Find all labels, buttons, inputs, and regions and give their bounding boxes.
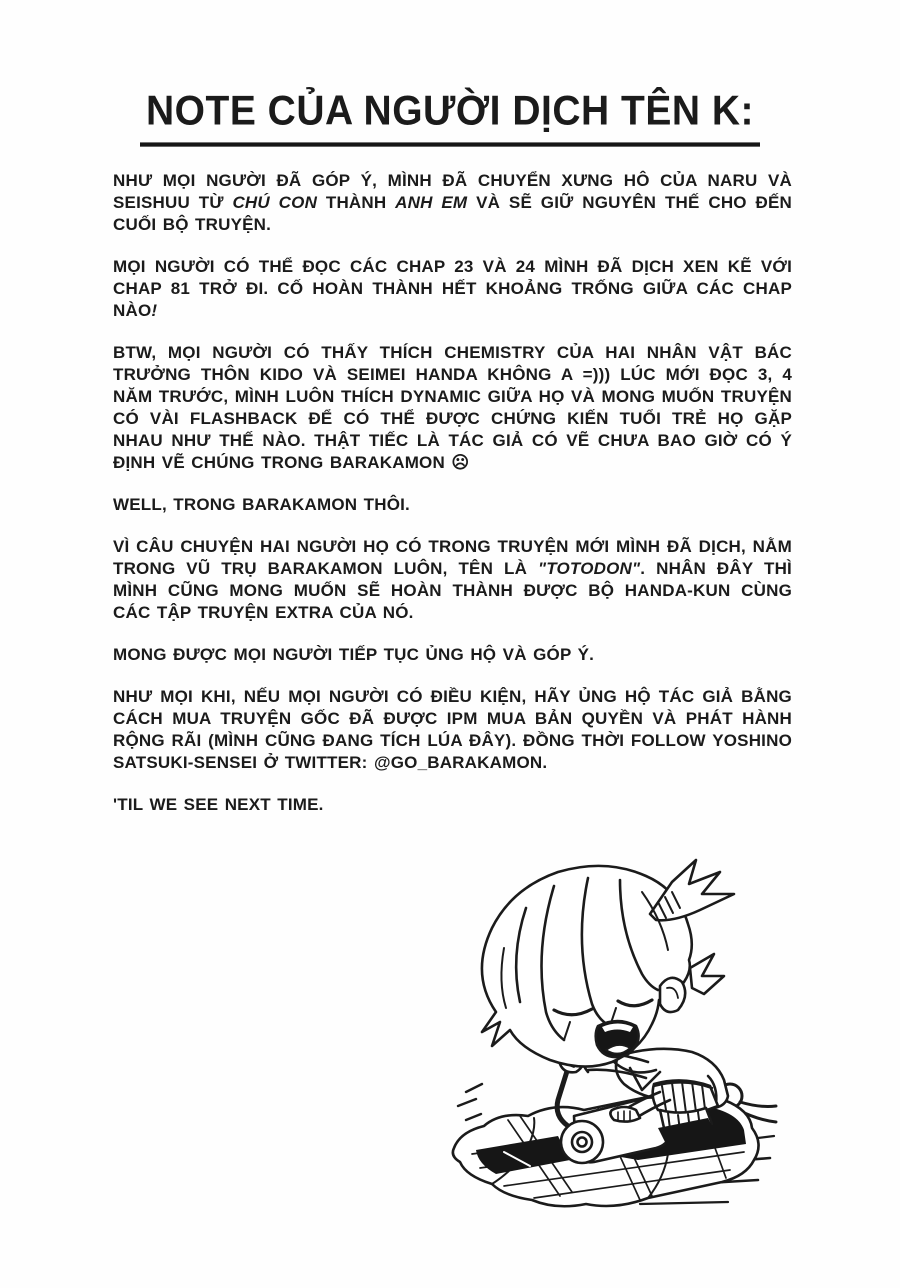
paragraph-5	[113, 536, 792, 624]
frown-emoticon: ☹	[451, 453, 470, 472]
text-segment: BTW, MỌI NGƯỜI CÓ THẤY THÍCH CHEMISTRY CỦA HAI NHÂN VẬT BÁC TRƯỞNG THÔN KIDO VÀ SEIMEI HANDA KHÔNG A =))) LÚC MỚI ĐỌC 3, 4 NĂM TRƯỚC, MÌNH LUÔN THÍCH DYNAMIC GIỮA HỌ VÀ MONG MUỐN TRUYỆN CÓ VÀI FLASHBACK ĐỂ CÓ THỂ ĐƯỢC CHỨNG KIẾN TUỔI TRẺ HỌ GẶP NHAU NHƯ THẾ NÀO. THẬT TIẾC LÀ TÁC GIẢ CÓ VẼ CHƯA BAO GIỜ CÓ Ý ĐỊNH VẼ CHÚNG TRONG BARAKAMON	[113, 343, 792, 472]
paragraph-3	[113, 342, 792, 474]
paragraph-7	[113, 686, 792, 774]
paragraph-1	[113, 170, 792, 236]
hand-on-mat	[610, 1107, 640, 1122]
ear	[660, 978, 685, 1012]
text-segment: NHƯ MỌI NGƯỜI ĐÃ GÓP Ý, MÌNH ĐÃ CHUYỂN XƯNG HÔ CỦA NARU VÀ SEISHUU TỪ	[113, 171, 792, 212]
text-segment: WELL, TRONG BARAKAMON THÔI.	[113, 495, 410, 514]
text-segment-italic: CHÚ CON	[232, 193, 318, 212]
paragraph-6	[113, 644, 792, 666]
text-segment: MỌI NGƯỜI CÓ THỂ ĐỌC CÁC CHAP 23 VÀ 24 MÌNH ĐÃ DỊCH XEN KẼ VỚI CHAP 81 TRỞ ĐI. CỐ HOÀN THÀNH HẾT KHOẢNG TRỐNG GIỮA CÁC CHAP NÀO	[113, 257, 792, 320]
text-segment-italic: !	[151, 301, 158, 320]
text-segment: 'TIL WE SEE NEXT TIME.	[113, 795, 324, 814]
text-segment: THÀNH	[317, 193, 396, 212]
text-segment: VÌ CÂU CHUYỆN HAI NGƯỜI HỌ CÓ TRONG TRUYỆN MỚI MÌNH ĐÃ DỊCH, NẰM TRONG VŨ TRỤ BARAKAMON LUÔN, TÊN LÀ	[113, 537, 792, 578]
text-segment-italic: ANH EM	[395, 193, 468, 212]
motion-dashes-decor	[458, 1084, 482, 1120]
text-segment: MONG ĐƯỢC MỌI NGƯỜI TIẾP TỤC ỦNG HỘ VÀ GÓP Ý.	[113, 645, 595, 664]
chibi-illustration	[408, 852, 780, 1224]
title-container	[0, 64, 900, 171]
text-segment: NHƯ MỌI KHI, NẾU MỌI NGƯỜI CÓ ĐIỀU KIỆN, HÃY ỦNG HỘ TÁC GIẢ BẰNG CÁCH MUA TRUYỆN GỐC ĐÃ ĐƯỢC IPM MUA BẢN QUYỀN VÀ PHÁT HÀNH RỘNG RÃI (MÌNH CŨNG ĐANG TÍCH LÚA ĐÂY). ĐỒNG THỜI FOLLOW YOSHINO SATSUKI-SENSEI Ở TWITTER: @GO_BARAKAMON.	[113, 687, 792, 772]
note-content	[113, 170, 792, 836]
paragraph-8	[113, 794, 792, 816]
back-hair-spikes	[690, 954, 724, 994]
paragraph-4	[113, 494, 792, 516]
text-segment: . NHÂN ĐÂY THÌ MÌNH CŨNG MONG MUỐN SẼ HOÀN THÀNH ĐƯỢC BỘ HANDA-KUN CÙNG CÁC TẬP TRUYỆN EXTRA CỦA NÓ.	[113, 559, 792, 622]
page-title: NOTE CỦA NGƯỜI DỊCH TÊN K:	[140, 88, 760, 146]
paragraph-2	[113, 256, 792, 322]
chibi-head	[482, 860, 734, 1067]
text-segment-italic: "TOTODON"	[537, 559, 641, 578]
hair-and-face	[482, 866, 692, 1067]
text-segment: VÀ SẼ GIỮ NGUYÊN THẾ CHO ĐẾN CUỐI BỘ TRUYỆN.	[113, 193, 793, 234]
